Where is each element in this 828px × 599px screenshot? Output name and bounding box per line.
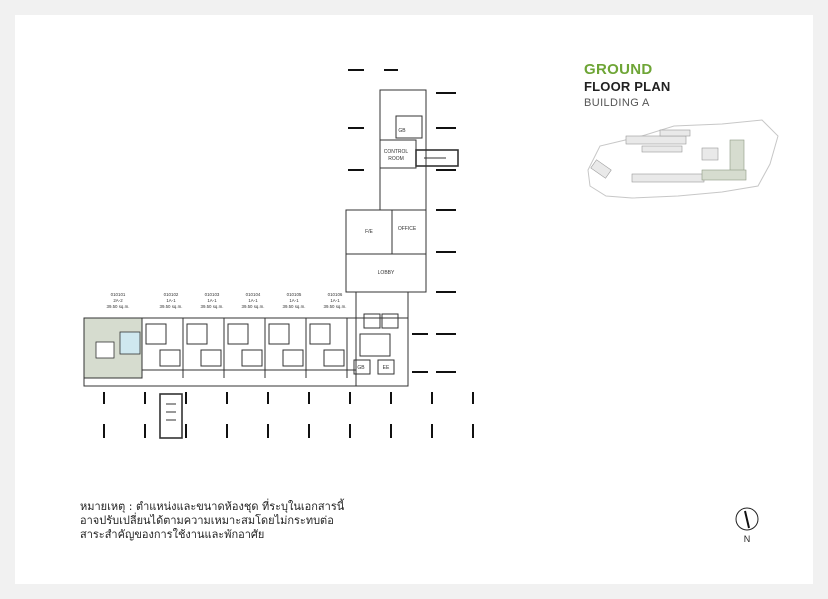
unit-id: 010101 bbox=[110, 292, 126, 297]
unit-id: 010104 bbox=[245, 292, 261, 297]
room-label-ee: EE bbox=[382, 365, 390, 371]
unit-type: 1A-1 bbox=[166, 298, 176, 303]
north-compass bbox=[734, 506, 760, 546]
gb-room-top bbox=[396, 116, 422, 138]
unit-id: 010103 bbox=[204, 292, 220, 297]
disclaimer-note bbox=[80, 500, 344, 542]
office-room bbox=[392, 210, 426, 254]
room-label-control-1: CONTROL bbox=[383, 149, 409, 155]
key-plan-building-a bbox=[730, 140, 744, 174]
lift-1 bbox=[364, 314, 380, 328]
unit-area: 39.50 sq.m. bbox=[200, 304, 224, 309]
unit-id: 010106 bbox=[327, 292, 343, 297]
key-plan bbox=[582, 116, 792, 206]
room-label-gb-top: GB bbox=[398, 128, 406, 134]
title-ground: GROUND bbox=[584, 61, 653, 78]
note-line: หมายเหตุ : ตำแหน่งและขนาดห้องชุด ที่ระบุในเอกสารนี้ bbox=[80, 500, 345, 513]
title-floor-plan: FLOOR PLAN bbox=[584, 79, 671, 94]
room-label-lobby: LOBBY bbox=[377, 270, 395, 276]
core-outline bbox=[356, 292, 408, 386]
unit-area: 39.50 sq.m. bbox=[241, 304, 265, 309]
note-line: อาจปรับเปลี่ยนได้ตามความเหมาะสมโดยไม่กระทบต่อ bbox=[80, 514, 334, 527]
stair-core bbox=[360, 334, 390, 356]
lift-2 bbox=[382, 314, 398, 328]
unit-type: 1A-1 bbox=[289, 298, 299, 303]
unit-area: 39.50 sq.m. bbox=[323, 304, 347, 309]
stair-south bbox=[160, 394, 182, 438]
note-line: สาระสำคัญของการใช้งานและพักอาศัย bbox=[80, 528, 265, 541]
unit-area: 39.50 sq.m. bbox=[282, 304, 306, 309]
room-label-gb-bottom: GB bbox=[357, 365, 365, 371]
unit-id: 010102 bbox=[163, 292, 179, 297]
room-label-fe: F/E bbox=[365, 229, 373, 235]
title-building: BUILDING A bbox=[584, 97, 650, 109]
unit-id: 010105 bbox=[286, 292, 302, 297]
unit-type: 2A-2 bbox=[113, 298, 123, 303]
unit-type: 1A-1 bbox=[248, 298, 258, 303]
unit-area: 39.50 sq.m. bbox=[159, 304, 183, 309]
room-label-office: OFFICE bbox=[397, 226, 417, 232]
compass-label: N bbox=[743, 534, 751, 544]
unit-area: 39.50 sq.m. bbox=[106, 304, 130, 309]
room-label-control-2: ROOM bbox=[388, 156, 404, 162]
unit-type: 1A-1 bbox=[207, 298, 217, 303]
unit-type: 1A-1 bbox=[330, 298, 340, 303]
